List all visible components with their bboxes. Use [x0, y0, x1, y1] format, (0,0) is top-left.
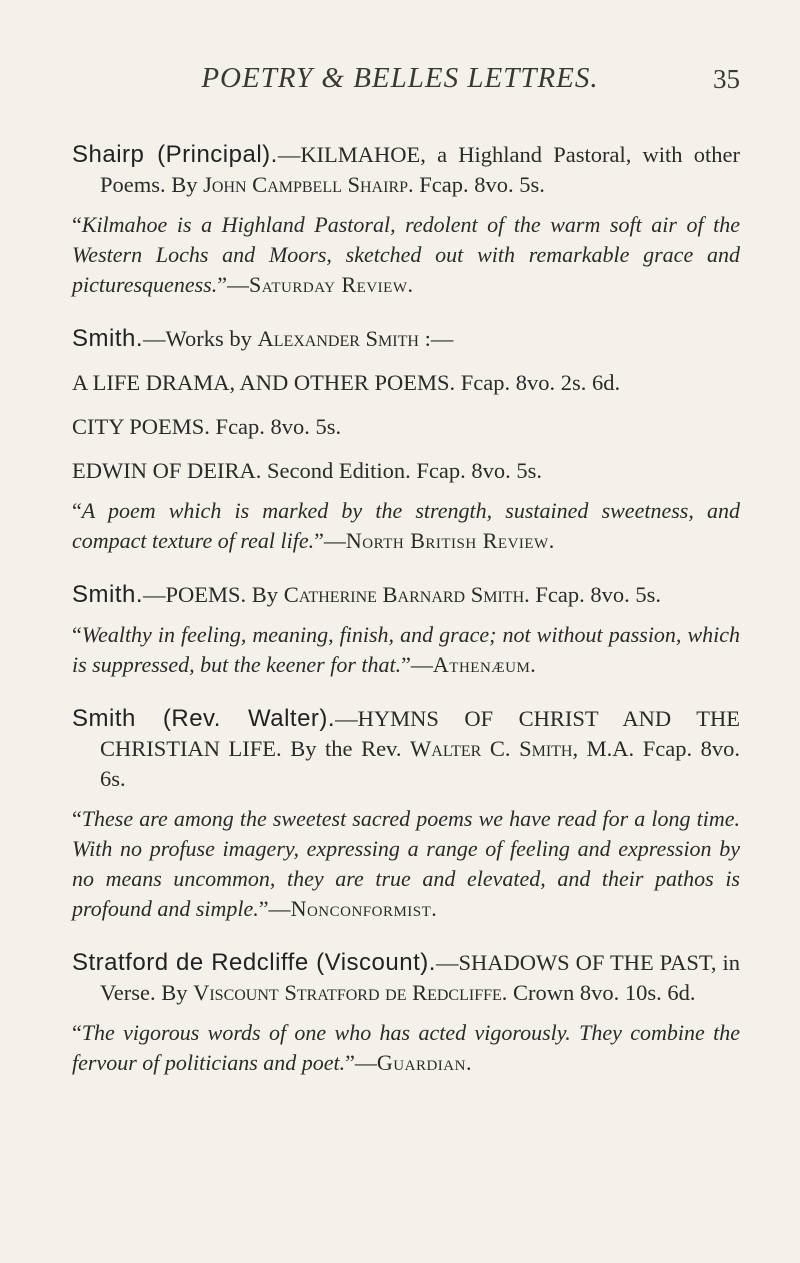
book-details: , M.A. Fcap. 8vo. 6s.	[100, 736, 741, 791]
byline: Viscount Stratford de Redcliffe	[193, 980, 502, 1005]
quote-text: A poem which is marked by the strength, sustained sweetness, and compact texture of real life.	[72, 498, 740, 553]
entry-intro-end: :—	[418, 326, 454, 351]
entry-heading	[72, 140, 740, 200]
byline: Catherine Barnard Smith	[283, 582, 525, 607]
quote-text: Kilmahoe is a Highland Pastoral, redolent of the warm soft air of the Western Lochs and Moors, sketched out with remarkable grace and picturesqueness.	[72, 212, 740, 297]
work-item: A LIFE DRAMA, AND OTHER POEMS. Fcap. 8vo. 2s. 6d.	[72, 370, 621, 395]
book-details: . Crown 8vo. 10s. 6d.	[501, 980, 696, 1005]
page-number: 35	[713, 64, 740, 94]
byline: Alexander Smith	[257, 326, 419, 351]
entry-stratford	[72, 948, 740, 1078]
review-quote: “A poem which is marked by the strength, sustained sweetness, and compact texture of real life.”—North British Review.	[72, 498, 740, 553]
entry-walter-smith	[72, 704, 740, 924]
book-details: . Fcap. 8vo. 5s.	[408, 172, 545, 197]
author-name: Stratford de Redcliffe (Viscount).	[72, 949, 436, 976]
catalogue-entries	[72, 140, 740, 1102]
review-quote: “These are among the sweetest sacred poems we have read for a long time. With no profuse imagery, expressing a range of feeling and expression by no means uncommon, they are true and elevated, and their pathos is profound and simple.”—Nonconformist.	[72, 806, 740, 921]
work-item: CITY POEMS. Fcap. 8vo. 5s.	[72, 414, 342, 439]
entry-heading	[72, 948, 740, 1008]
book-title: —SHADOWS OF THE PAST, in Verse. By	[100, 950, 741, 1005]
book-details: . Fcap. 8vo. 5s.	[524, 582, 661, 607]
entry-shairp	[72, 140, 740, 300]
running-title: POETRY & BELLES LETTRES.	[201, 62, 599, 94]
author-name: Shairp (Principal).	[72, 141, 278, 168]
entry-alexander-smith	[72, 324, 740, 556]
quote-source: Saturday Review.	[248, 272, 414, 297]
quote-text: These are among the sweetest sacred poems we have read for a long time. With no profuse imagery, expressing a range of feeling and expression by no means uncommon, they are true and elevated, and their pathos is profound and simple.	[72, 806, 740, 921]
quote-source: North British Review.	[345, 528, 555, 553]
work-item: EDWIN OF DEIRA. Second Edition. Fcap. 8vo. 5s.	[72, 458, 542, 483]
quote-text: Wealthy in feeling, meaning, finish, and grace; not without passion, which is suppressed, but the keener for that.	[72, 622, 740, 677]
author-name: Smith.	[72, 325, 144, 352]
book-title: —HYMNS OF CHRIST AND THE CHRISTIAN LIFE. By the Rev.	[100, 706, 740, 761]
entry-heading	[72, 704, 740, 794]
review-quote: “The vigorous words of one who has acted vigorously. They combine the fervour of politicians and poet.”—Guardian.	[72, 1020, 740, 1075]
quote-text: The vigorous words of one who has acted vigorously. They combine the fervour of politicians and poet.	[72, 1020, 740, 1075]
entry-heading	[72, 580, 740, 610]
quote-source: Nonconformist.	[290, 896, 438, 921]
entry-catherine-smith	[72, 580, 740, 680]
book-title: —KILMAHOE, a Highland Pastoral, with other Poems. By	[100, 142, 740, 197]
quote-source: Guardian.	[376, 1050, 472, 1075]
byline: Walter C. Smith	[410, 736, 573, 761]
author-name: Smith.	[72, 581, 144, 608]
book-title: —POEMS. By	[143, 582, 284, 607]
entry-intro: —Works by	[143, 326, 258, 351]
quote-source: Athenæum.	[432, 652, 537, 677]
review-quote: “Kilmahoe is a Highland Pastoral, redolent of the warm soft air of the Western Lochs and Moors, sketched out with remarkable grace and picturesqueness.”—Saturday Review.	[72, 212, 740, 297]
review-quote: “Wealthy in feeling, meaning, finish, and grace; not without passion, which is suppressed, but the keener for that.”—Athenæum.	[72, 622, 740, 677]
author-name: Smith (Rev. Walter).	[72, 705, 336, 732]
entry-heading	[72, 324, 740, 354]
byline: John Campbell Shairp	[203, 172, 409, 197]
page-header	[0, 62, 800, 102]
